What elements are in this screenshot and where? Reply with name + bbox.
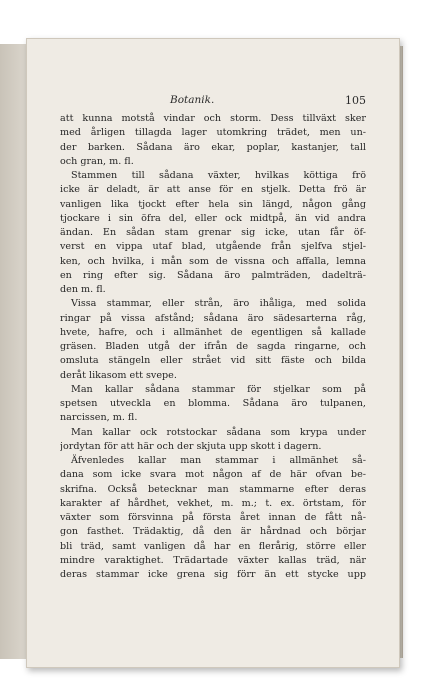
text-line: gon fasthet. Trädaktig, då den är hårdnad och börjar <box>60 526 366 538</box>
text-line: omsluta stängeln eller strået vid sitt fäste och bilda <box>60 355 366 367</box>
text-line: ändan. En sådan stam grenar sig icke, utan får öf- <box>60 227 366 238</box>
text-line: narcissen, m. fl. <box>60 412 138 424</box>
text-line: att kunna motstå vindar och storm. Dess tillväxt sker <box>60 113 366 124</box>
text-line: deras stammar icke grena sig förr än ett stycke upp <box>60 569 366 580</box>
text-line: ringar på vissa afstånd; sådana äro sädesarterna råg, <box>60 312 366 324</box>
text-line: och gran, m. fl. <box>60 155 134 167</box>
text-line: karakter af hårdhet, vekhet, m. m.; t. ex. örtstam, för <box>60 497 366 509</box>
text-line: dana som icke svara mot någon af de här ofvan be- <box>60 469 366 481</box>
text-line: Man kallar sådana stammar för stjelkar som på <box>71 383 366 395</box>
text-line: icke är deladt, är att anse för en stjelk. Detta frö är <box>60 184 366 196</box>
running-header <box>60 94 366 108</box>
text-line: deråt likasom ett svepe. <box>60 369 177 381</box>
text-line: den m. fl. <box>60 284 106 295</box>
text-line: gräsen. Bladen utgå der ifrån de sagda ringarne, och <box>60 341 366 352</box>
text-line: Man kallar ock rotstockar sådana som krypa under <box>71 426 366 438</box>
text-line: mindre varaktighet. Trädartade växter kallas träd, när <box>60 554 366 566</box>
text-line: ken, och hvilka, i mån som de vissna och affalla, lemna <box>60 255 366 267</box>
text-line: Stammen till sådana växter, hvilkas köttiga frö <box>71 170 366 181</box>
text-line: skrifna. Också betecknar man stammarne efter deras <box>60 483 366 495</box>
text-line: en ring efter sig. Sådana äro palmträden, dadelträ- <box>60 269 366 281</box>
text-line: Vissa stammar, eller strån, äro ihåliga, med solida <box>71 298 366 310</box>
text-line: bli träd, samt vanligen då har en flerårig, större eller <box>60 540 366 552</box>
text-line: vanligen lika tjockt efter hela sin längd, någon gång <box>60 198 366 210</box>
text-line: spetsen utveckla en blomma. Sådana äro tulpanen, <box>60 398 366 409</box>
section-title: Botanik. <box>170 94 215 106</box>
text-line: der barken. Sådana äro ekar, poplar, kastanjer, tall <box>60 141 366 153</box>
text-line: Äfvenledes kallar man stammar i allmänhet så- <box>71 455 366 466</box>
text-line: jordytan för att här och der skjuta upp skott i dagern. <box>60 440 322 452</box>
text-line: tjockare i sin öfra del, eller ock midtpå, än vid andra <box>60 212 366 224</box>
text-line: med årligen tillagda lager utomkring trädet, men un- <box>60 127 366 139</box>
body-text <box>60 112 366 582</box>
text-line: hvete, hafre, och i allmänhet de egentligen så kallade <box>60 326 366 338</box>
page-number: 105 <box>345 94 366 107</box>
text-line: växter som försvinna på första året innan de fått nå- <box>60 512 366 523</box>
text-line: verst en vippa utaf blad, utgående från sjelfva stjel- <box>60 241 366 253</box>
